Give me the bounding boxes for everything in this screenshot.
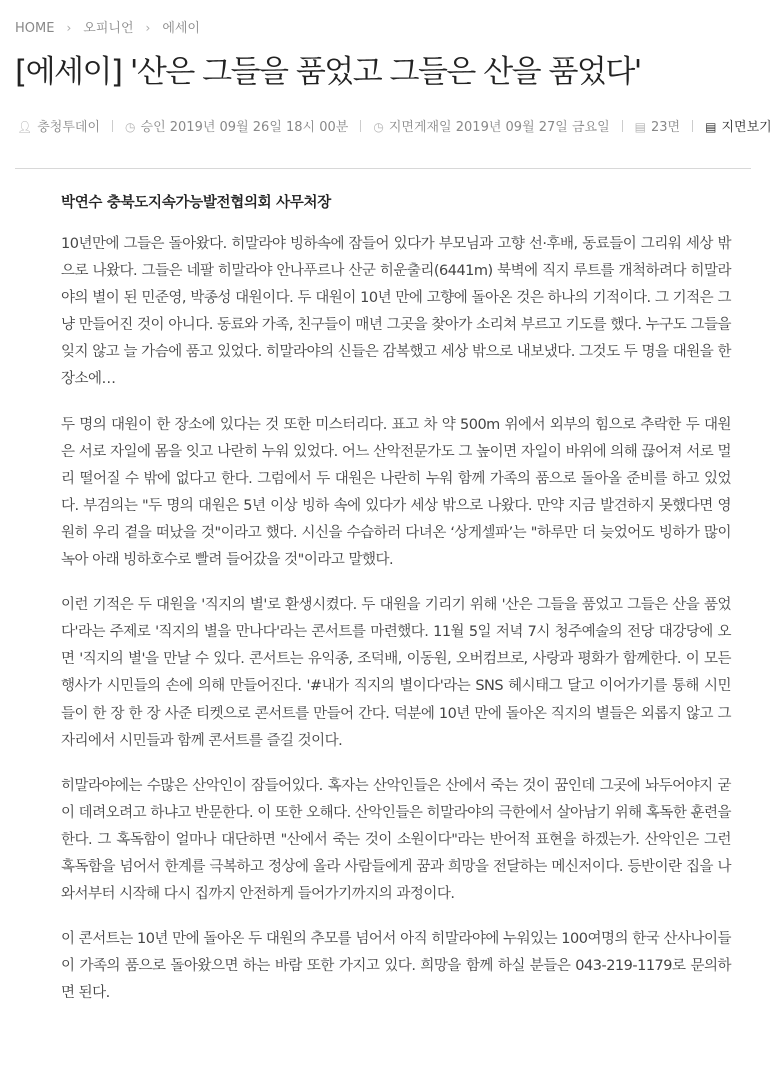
writer-name: 충청투데이 (37, 120, 101, 135)
article-meta (17, 116, 772, 135)
clock-icon: ◷ (373, 120, 384, 134)
page-number: 23면 (651, 120, 681, 135)
meta-divider (692, 120, 693, 132)
article-paragraph: 10년만에 그들은 돌아왔다. 히말라야 빙하속에 잠들어 있다가 부모님과 고향 선·후배, 동료들이 그리워 세상 밖으로 나왔다. 그들은 네팔 히말라야 안나푸르나 산군 히운출리(6441m) 북벽에 직지 루트를 개척하려다 히말라야의 별이 된 민준영, 박종성 대원이다. 두 대원이 10년 만에 고향에 돌아온 것은 하나의 기적이다. 그 기적은 그냥 만들어진 것이 아니다. 동료와 가족, 친구들이 매년 그곳을 찾아가 소리쳐 부르고 기도를 했다. 누구도 그들을 잊지 않고 늘 가슴에 품고 있었다. 히말라야의 신들은 감복했고 세상 밖으로 내보냈다. 그것도 두 명을 대원을 한 장소에… (61, 236, 731, 388)
chevron-right-icon: › (66, 21, 72, 35)
header-divider (15, 168, 751, 169)
article-body (61, 192, 731, 1025)
article-author: 박연수 충북도지속가능발전협의회 사무처장 (61, 195, 331, 211)
breadcrumb-opinion-link[interactable]: 오피니언 (83, 21, 134, 36)
published-date: 지면게재일 2019년 09월 27일 금요일 (388, 120, 610, 135)
breadcrumb-essay-link[interactable]: 에세이 (162, 21, 200, 36)
meta-section-link[interactable] (705, 116, 772, 135)
clock-icon: ◷ (125, 120, 136, 134)
meta-divider (360, 120, 361, 132)
meta-divider (112, 120, 113, 132)
newspaper-icon: ▤ (634, 120, 647, 134)
meta-divider (622, 120, 623, 132)
article-paragraph: 이 콘서트는 10년 만에 돌아온 두 대원의 추모를 넘어서 아직 히말라야에 누워있는 100여명의 한국 산사나이들이 가족의 품으로 돌아왔으면 하는 바람 또한 가지고 있다. 희망을 함께 하실 분들은 043-219-1179로 문의하면 된다. (61, 931, 731, 1002)
meta-page (635, 116, 680, 135)
book-icon: ▤ (705, 120, 717, 134)
chevron-right-icon: › (145, 21, 151, 35)
meta-approved (125, 116, 348, 135)
approved-time: 승인 2019년 09월 26일 18시 00분 (140, 120, 349, 135)
person-icon: 👤︎ (17, 120, 33, 134)
meta-published (373, 116, 609, 135)
breadcrumb-home-link[interactable]: HOME (15, 21, 55, 36)
article-title: [에세이] '산은 그들을 품었고 그들은 산을 품었다' (15, 54, 641, 90)
section-view-link[interactable]: 지면보기 (721, 120, 772, 135)
breadcrumb (15, 17, 200, 36)
article-paragraph: 이런 기적은 두 대원을 '직지의 별'로 환생시켰다. 두 대원을 기리기 위해 '산은 그들을 품었고 그들은 산을 품었다'라는 주제로 '직지의 별을 만나다'라는 콘서트를 마련했다. 11월 5일 저녁 7시 청주예술의 전당 대강당에 오면 '직지의 별'을 만날 수 있다. 콘서트는 유익종, 조덕배, 이동원, 오버컴브로, 사랑과 평화가 함께한다. 이 모든 행사가 시민들의 손에 의해 만들어진다. '#내가 직지의 별이다'라는 SNS 헤시태그 달고 이어가기를 통해 시민들이 한 장 한 장 사준 티켓으로 콘서트를 만들어 간다. 덕분에 10년 만에 돌아온 직지의 별들은 외롭지 않고 그 자리에서 시민들과 함께 콘서트를 즐길 것이다. (61, 597, 731, 749)
meta-writer (17, 116, 100, 135)
article-paragraph: 히말라야에는 수많은 산악인이 잠들어있다. 혹자는 산악인들은 산에서 죽는 것이 꿈인데 그곳에 놔두어야지 굳이 데려오려고 하냐고 반문한다. 이 또한 오해다. 산악인들은 히말라야의 극한에서 살아남기 위해 혹독한 훈련을 한다. 그 혹독함이 얼마나 대단하면 "산에서 죽는 것이 소원이다"라는 반어적 표현을 하겠는가. 산악인은 그런 혹독함을 넘어서 한계를 극복하고 정상에 올라 사람들에게 꿈과 희망을 전달하는 메신저이다. 등반이란 집을 나와서부터 시작해 다시 집까지 안전하게 들어가기까지의 과정이다. (61, 777, 731, 903)
article-paragraph: 두 명의 대원이 한 장소에 있다는 것 또한 미스터리다. 표고 차 약 500m 위에서 외부의 힘으로 추락한 두 대원은 서로 자일에 몸을 잇고 나란히 누워 있었다. 어느 산악전문가도 그 높이면 자일이 바위에 의해 끊어져 서로 멀리 떨어질 수 밖에 없다고 한다. 그럼에서 두 대원은 나란히 누워 함께 가족의 품으로 돌아올 준비를 하고 있었다. 부검의는 "두 명의 대원은 5년 이상 빙하 속에 있다가 세상 밖으로 나왔다. 만약 지금 발견하지 못했다면 영원히 우리 곁을 떠났을 것"이라고 했다. 시신을 수습하러 다녀온 ‘상게셀파’는 "하루만 더 늦었어도 빙하가 많이 녹아 아래 빙하호수로 빨려 들어갔을 것"이라고 말했다. (61, 416, 731, 569)
